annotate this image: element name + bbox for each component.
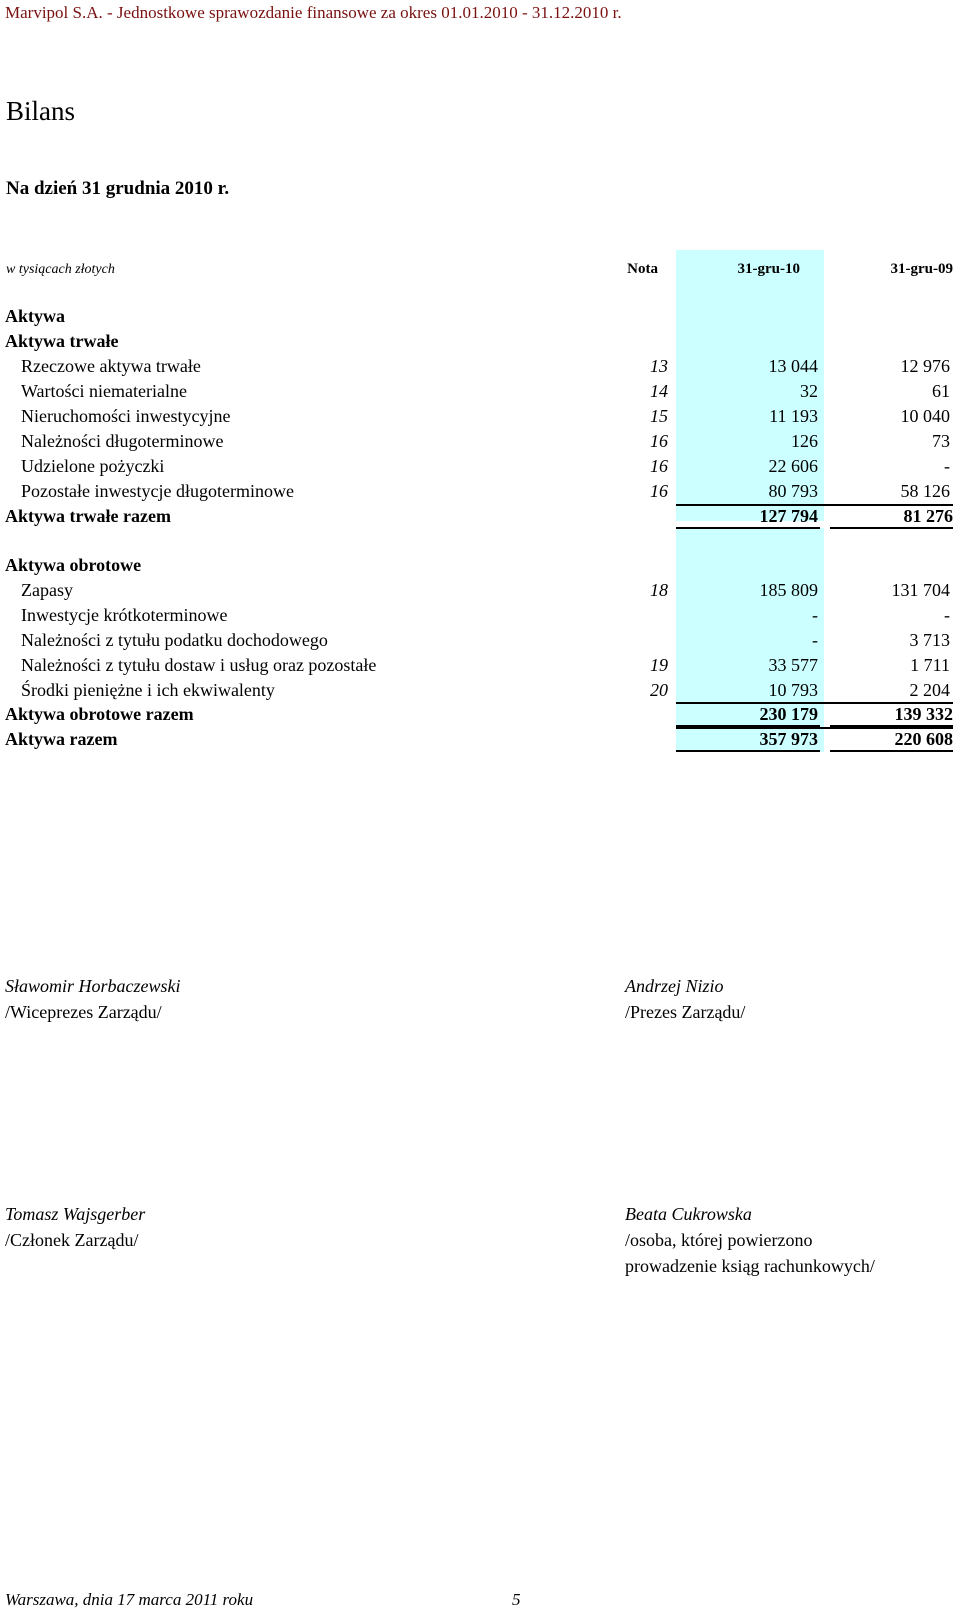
page-number: 5 bbox=[512, 1590, 521, 1609]
column-header-previous: 31-gru-09 bbox=[890, 261, 953, 277]
table-row bbox=[0, 630, 960, 655]
row-value-previous: 58 126 bbox=[900, 481, 950, 501]
row-note: 13 bbox=[650, 356, 668, 376]
row-label: Aktywa trwałe bbox=[5, 331, 119, 351]
signatory-role: /osoba, której powierzono bbox=[625, 1230, 813, 1250]
row-value-previous: - bbox=[944, 456, 950, 476]
row-label: Należności z tytułu dostaw i usług oraz pozostałe bbox=[21, 655, 377, 675]
table-row bbox=[0, 406, 960, 431]
row-value-previous: 12 976 bbox=[900, 356, 950, 376]
table-row bbox=[0, 356, 960, 381]
table-row bbox=[0, 580, 960, 605]
row-label: Inwestycje krótkoterminowe bbox=[21, 605, 228, 625]
row-note: 15 bbox=[650, 406, 668, 426]
row-value-current: - bbox=[812, 605, 818, 625]
row-label: Należności długoterminowe bbox=[21, 431, 224, 451]
row-label: Zapasy bbox=[21, 580, 73, 600]
row-note: 16 bbox=[650, 456, 668, 476]
table-row bbox=[0, 605, 960, 630]
row-value-current: 126 bbox=[791, 431, 818, 451]
unit-note: w tysiącach złotych bbox=[6, 262, 115, 277]
row-value-previous: 2 204 bbox=[909, 680, 950, 700]
row-value-previous: 139 332 bbox=[830, 704, 953, 727]
signature-block bbox=[5, 1204, 145, 1256]
row-value-previous: 10 040 bbox=[900, 406, 950, 426]
signatory-role: /Wiceprezes Zarządu/ bbox=[5, 1002, 162, 1022]
table-row bbox=[0, 431, 960, 456]
row-value-previous: 131 704 bbox=[891, 580, 950, 600]
row-label: Aktywa razem bbox=[5, 729, 118, 749]
row-value-previous: 81 276 bbox=[830, 506, 953, 529]
table-row bbox=[0, 306, 960, 331]
row-label: Pozostałe inwestycje długoterminowe bbox=[21, 481, 294, 501]
row-value-current: 185 809 bbox=[759, 580, 818, 600]
row-label: Wartości niematerialne bbox=[21, 381, 187, 401]
row-value-current: 230 179 bbox=[676, 704, 820, 727]
table-row bbox=[0, 655, 960, 680]
row-value-previous: 1 711 bbox=[910, 655, 950, 675]
row-label: Nieruchomości inwestycyjne bbox=[21, 406, 231, 426]
row-note: 20 bbox=[650, 680, 668, 700]
signatory-name: Andrzej Nizio bbox=[625, 976, 724, 996]
row-value-previous: 3 713 bbox=[909, 630, 950, 650]
table-total-row bbox=[0, 729, 960, 754]
row-label: Aktywa trwałe razem bbox=[5, 506, 171, 526]
document-header: Marvipol S.A. - Jednostkowe sprawozdanie finansowe za okres 01.01.2010 - 31.12.2010 r. bbox=[5, 3, 622, 22]
row-value-current: 10 793 bbox=[768, 680, 818, 700]
signature-block bbox=[5, 976, 181, 1028]
signatory-name: Sławomir Horbaczewski bbox=[5, 976, 181, 996]
row-note: 14 bbox=[650, 381, 668, 401]
row-label: Udzielone pożyczki bbox=[21, 456, 165, 476]
table-row bbox=[0, 481, 960, 506]
row-value-current: 32 bbox=[800, 381, 818, 401]
row-value-current: 33 577 bbox=[768, 655, 818, 675]
table-row bbox=[0, 331, 960, 356]
row-value-previous: - bbox=[944, 605, 950, 625]
signatory-role: /Prezes Zarządu/ bbox=[625, 1002, 746, 1022]
row-note: 18 bbox=[650, 580, 668, 600]
row-label: Należności z tytułu podatku dochodowego bbox=[21, 630, 328, 650]
table-row bbox=[0, 381, 960, 406]
report-date: Na dzień 31 grudnia 2010 r. bbox=[6, 178, 230, 199]
table-row bbox=[0, 555, 960, 580]
signature-block bbox=[625, 1204, 875, 1282]
footer-place-date: Warszawa, dnia 17 marca 2011 roku bbox=[5, 1590, 254, 1609]
row-value-current: - bbox=[812, 630, 818, 650]
row-value-current: 80 793 bbox=[768, 481, 818, 501]
row-value-previous: 61 bbox=[932, 381, 950, 401]
table-total-row bbox=[0, 704, 960, 729]
signature-block bbox=[625, 976, 745, 1028]
total-top-rule bbox=[676, 727, 953, 729]
row-value-current: 357 973 bbox=[676, 729, 820, 752]
column-header-current: 31-gru-10 bbox=[737, 261, 800, 277]
total-top-rule bbox=[676, 702, 953, 704]
row-note: 16 bbox=[650, 431, 668, 451]
table-total-row bbox=[0, 506, 960, 531]
row-value-current: 22 606 bbox=[768, 456, 818, 476]
row-label: Aktywa bbox=[5, 306, 66, 326]
signatory-name: Beata Cukrowska bbox=[625, 1204, 752, 1224]
page-title: Bilans bbox=[6, 96, 76, 126]
row-note: 19 bbox=[650, 655, 668, 675]
row-value-current: 13 044 bbox=[768, 356, 818, 376]
signatory-name: Tomasz Wajsgerber bbox=[5, 1204, 146, 1224]
signatory-role: /Członek Zarządu/ bbox=[5, 1230, 139, 1250]
row-label: Rzeczowe aktywa trwałe bbox=[21, 356, 201, 376]
signatory-role: prowadzenie ksiąg rachunkowych/ bbox=[625, 1256, 875, 1276]
column-header-nota: Nota bbox=[627, 261, 658, 277]
row-label: Aktywa obrotowe bbox=[5, 555, 142, 575]
table-row bbox=[0, 456, 960, 481]
row-label: Aktywa obrotowe razem bbox=[5, 704, 194, 724]
row-value-current: 127 794 bbox=[676, 506, 820, 529]
row-value-current: 11 193 bbox=[769, 406, 818, 426]
row-value-previous: 220 608 bbox=[830, 729, 953, 752]
row-label: Środki pieniężne i ich ekwiwalenty bbox=[21, 680, 275, 700]
row-value-previous: 73 bbox=[932, 431, 950, 451]
total-top-rule bbox=[676, 504, 953, 506]
row-note: 16 bbox=[650, 481, 668, 501]
